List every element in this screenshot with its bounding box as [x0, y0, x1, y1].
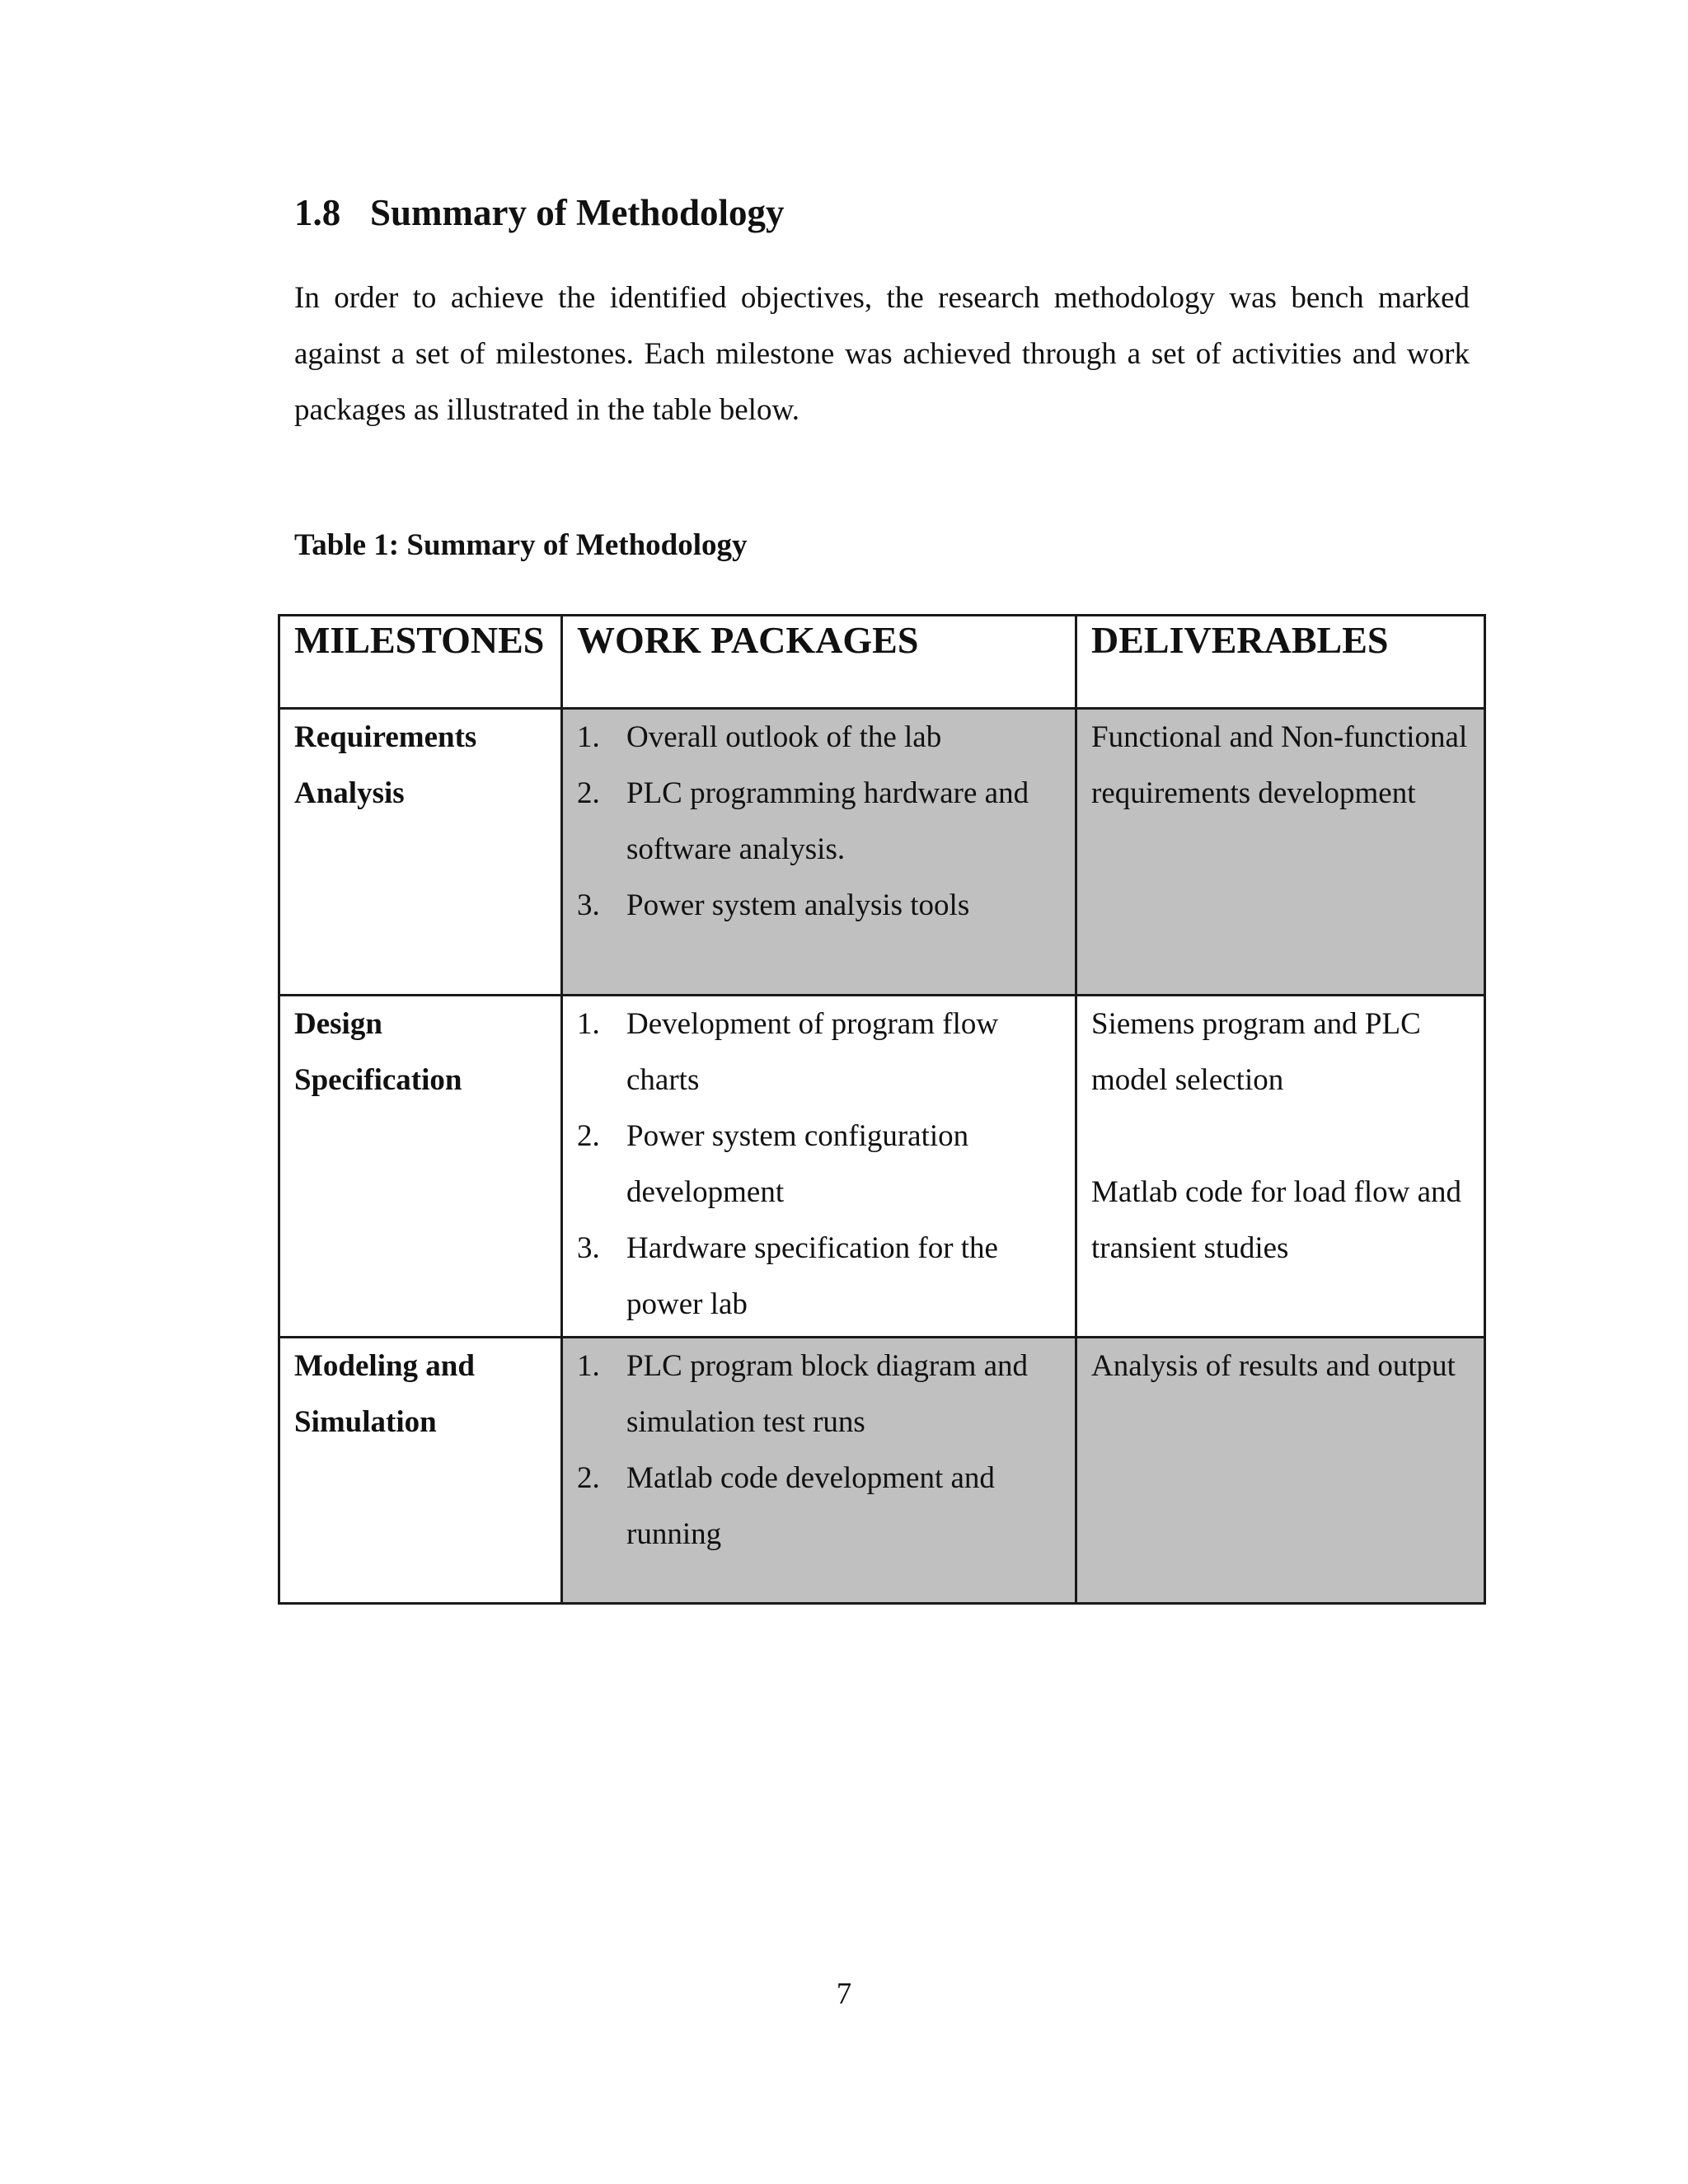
table-caption: Table 1: Summary of Methodology: [294, 528, 748, 562]
item-number: 1.: [577, 720, 600, 754]
item-number: 3.: [577, 1231, 600, 1265]
deliverable-text: Functional and Non-functional requirements development: [1091, 720, 1468, 810]
section-heading: [294, 191, 784, 234]
item-text: Power system analysis tools: [626, 888, 970, 922]
milestone-cell: [279, 1338, 562, 1604]
list-item: [577, 1108, 1061, 1221]
deliverables-cell: [1076, 1338, 1485, 1604]
milestone-label: Analysis: [294, 776, 405, 810]
header-milestones: MILESTONES: [279, 616, 562, 709]
work-packages-cell: [562, 996, 1076, 1338]
table-row: [279, 1338, 1485, 1604]
spacer: [1091, 1108, 1470, 1165]
item-text: Development of program flow charts: [626, 1007, 999, 1097]
methodology-table: [278, 614, 1486, 1605]
list-item: [577, 1451, 1061, 1563]
item-text: Matlab code development and running: [626, 1461, 995, 1551]
list-item: [577, 1221, 1061, 1333]
item-text: Hardware specification for the power lab: [626, 1231, 998, 1321]
item-number: 2.: [577, 776, 600, 810]
deliverables-cell: [1076, 996, 1485, 1338]
deliverable-text: Analysis of results and output: [1091, 1349, 1456, 1383]
milestone-label: Simulation: [294, 1405, 437, 1439]
work-package-list: [577, 996, 1061, 1333]
milestone-label: Design: [294, 1007, 382, 1041]
milestone-label: Modeling and: [294, 1349, 475, 1383]
header-work-packages: WORK PACKAGES: [562, 616, 1076, 709]
list-item: [577, 878, 1061, 934]
list-item: [577, 766, 1061, 878]
page-number: 7: [836, 1977, 852, 2011]
header-deliverables: DELIVERABLES: [1076, 616, 1485, 709]
item-text: PLC programming hardware and software analysis.: [626, 776, 1029, 866]
item-number: 1.: [577, 1007, 600, 1041]
list-item: [577, 996, 1061, 1108]
item-number: 3.: [577, 888, 600, 922]
milestone-label: Requirements: [294, 720, 477, 754]
deliverable-text: Matlab code for load flow and transient studies: [1091, 1175, 1461, 1265]
item-number: 2.: [577, 1119, 600, 1153]
intro-paragraph: In order to achieve the identified objectives, the research methodology was bench marked against a set of milestones. Each milestone was achieved through a set of activities and work packages as illustrated in the table below.: [294, 281, 1470, 427]
work-package-list: [577, 1338, 1061, 1563]
table-row: [279, 996, 1485, 1338]
item-text: Overall outlook of the lab: [626, 720, 942, 754]
section-number: 1.8: [294, 192, 341, 233]
work-packages-cell: [562, 1338, 1076, 1604]
work-package-list: [577, 710, 1061, 934]
table-header-row: [279, 616, 1485, 709]
deliverable-text: Siemens program and PLC model selection: [1091, 1007, 1421, 1097]
deliverables-cell: [1076, 709, 1485, 996]
milestone-label: Specification: [294, 1063, 462, 1097]
milestone-cell: [279, 709, 562, 996]
item-number: 2.: [577, 1461, 600, 1495]
list-item: [577, 710, 1061, 766]
section-title: Summary of Methodology: [370, 192, 785, 233]
work-packages-cell: [562, 709, 1076, 996]
table-row: [279, 709, 1485, 996]
item-text: PLC program block diagram and simulation test runs: [626, 1349, 1029, 1439]
item-text: Power system configuration development: [626, 1119, 969, 1209]
milestone-cell: [279, 996, 562, 1338]
list-item: [577, 1338, 1061, 1451]
item-number: 1.: [577, 1349, 600, 1383]
